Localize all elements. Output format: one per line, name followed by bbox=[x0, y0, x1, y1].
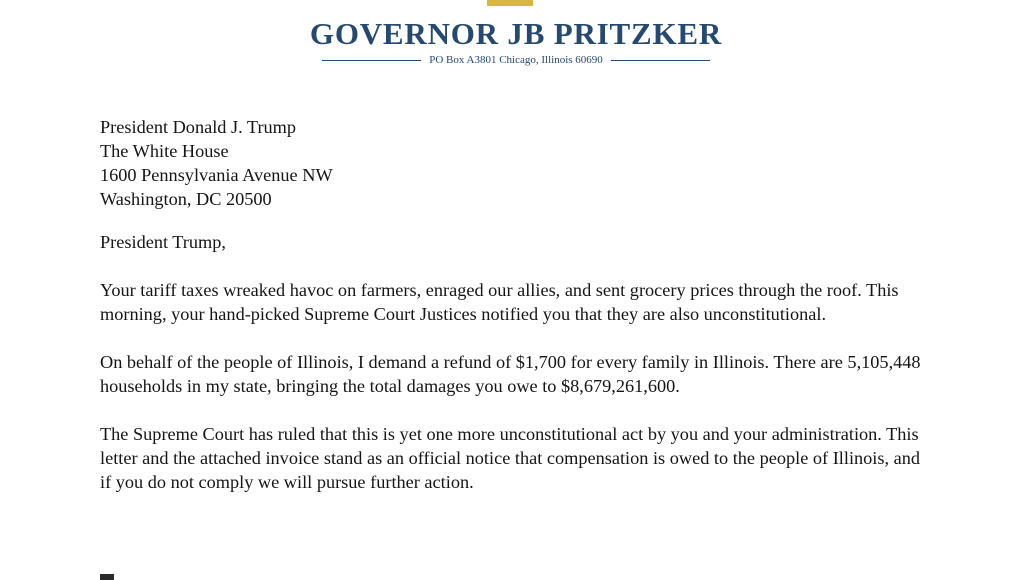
letterhead-gold-accent bbox=[487, 0, 533, 6]
letter-paragraph-official-notice bbox=[100, 422, 930, 494]
letterhead-address: PO Box A3801 Chicago, Illinois 60690 bbox=[429, 54, 603, 66]
paragraph-text: On behalf of the people of Illinois, I demand a refund of $1,700 for every family in Illinois. There are 5,105,448 households in my state, bringing the total damages you owe to $8,679,261,600. bbox=[100, 352, 921, 396]
letter-paragraph-refund-demand bbox=[100, 350, 930, 398]
letterhead-address-row bbox=[322, 53, 710, 67]
salutation: President Trump, bbox=[100, 232, 226, 252]
letter-paragraph-tariffs bbox=[100, 278, 930, 326]
paragraph-text: The Supreme Court has ruled that this is yet one more unconstitutional act by you and your administration. This letter and the attached invoice stand as an official notice that compensation is owed to the people of Illinois, and if you do not comply we will pursue further action. bbox=[100, 424, 921, 492]
recipient-address-block bbox=[100, 115, 940, 211]
recipient-street: 1600 Pennsylvania Avenue NW bbox=[100, 165, 333, 185]
recipient-organization: The White House bbox=[100, 141, 229, 161]
address-rule-right bbox=[611, 60, 710, 61]
letter-body bbox=[100, 115, 940, 494]
recipient-city-state-zip: Washington, DC 20500 bbox=[100, 189, 272, 209]
recipient-name: President Donald J. Trump bbox=[100, 117, 297, 137]
cut-off-next-line bbox=[100, 574, 114, 580]
paragraph-text: Your tariff taxes wreaked havoc on farmers, enraged our allies, and sent grocery prices through the roof. This morning, your hand-picked Supreme Court Justices notified you that they are also unconstitutional. bbox=[100, 280, 899, 324]
letterhead-title: GOVERNOR JB PRITZKER bbox=[309, 16, 723, 51]
address-rule-left bbox=[322, 60, 421, 61]
